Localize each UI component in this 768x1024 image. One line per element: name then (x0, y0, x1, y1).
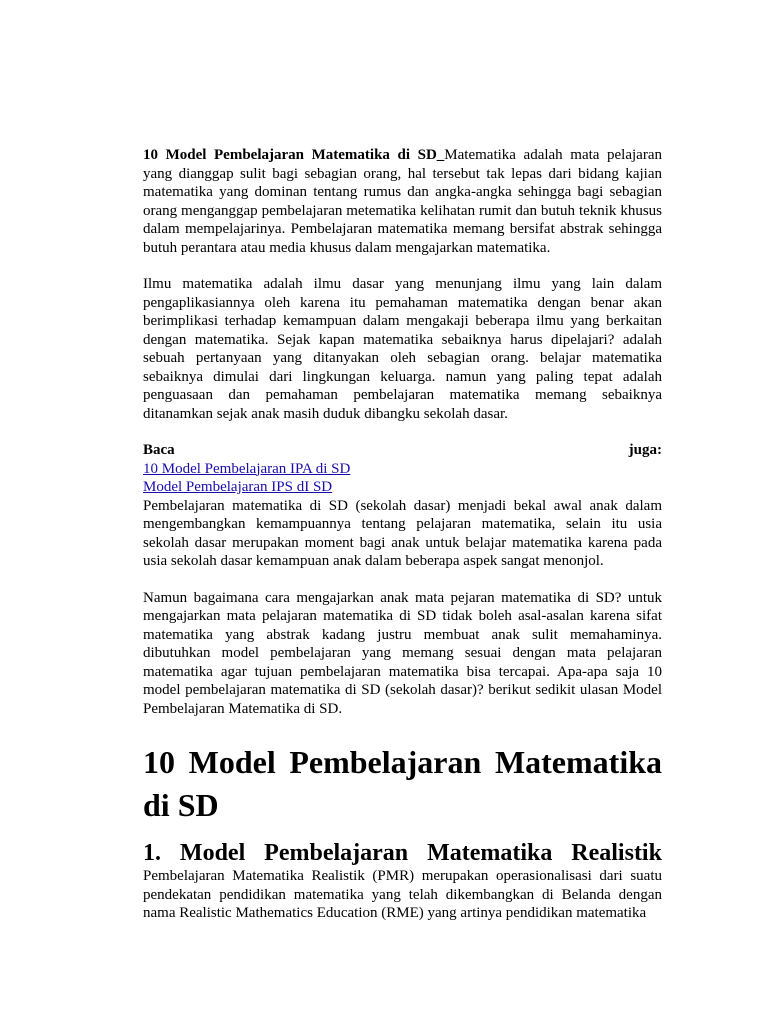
paragraph-4: Namun bagaimana cara mengajarkan anak mata pejaran matematika di SD? untuk mengajarkan mata pelajaran matematika di SD tidak boleh asal-asalan karena sifat matematika yang abstrak kadang justru membuat anak sulit memahaminya. dibutuhkan model pembelajaran yang memang sesuai dengan mata pelajaran matematika agar tujuan pembelajaran matematika bisa tercapai. Apa-apa saja 10 model pembelajaran matematika di SD (sekolah dasar)? berikut sedikit ulasan Model Pembelajaran Matematika di SD. (143, 589, 662, 717)
paragraph-2: Ilmu matematika adalah ilmu dasar yang menunjang ilmu yang lain dalam pengaplikasiannya oleh karena itu pemahaman matematika dengan benar akan berimplikasi terhadap kemampuan dalam mengakaji beberapa ilmu yang berkaitan dengan matematika. Sejak kapan matematika sebaiknya harus dipelajari? adalah sebuah pertanyaan yang ditanyakan oleh sebagian orang. belajar matematika sebaiknya dimulai dari lingkungan keluarga. namun yang paling tepat adalah penguasaan dan pemahaman pembelajaran matematika memang sebaiknya ditanamkan sejak anak masih duduk dibangku sekolah dasar. (143, 276, 662, 422)
paragraph-3: Pembelajaran matematika di SD (sekolah dasar) menjadi bekal awal anak dalam mengembangkan kemampuannya tentang pelajaran matematika, selain itu usia sekolah dasar merupakan moment bagi anak untuk belajar matematika karena pada usia sekolah dasar kemampuan anak dalam beberapa aspek sangat menonjol. (143, 497, 662, 569)
section-1-number: 1. (143, 840, 161, 866)
link-ipa-sd[interactable]: 10 Model Pembelajaran IPA di SD (143, 460, 351, 477)
section-1-word-realistik: Realistik (571, 840, 662, 866)
link-ips-sd[interactable]: Model Pembelajaran IPS dI SD (143, 479, 333, 495)
section-1-heading (143, 839, 662, 867)
baca-juga-block (143, 441, 662, 497)
section-1-word-pembelajaran: Pembelajaran (264, 840, 409, 866)
intro-paragraph (143, 146, 662, 257)
juga-word: juga: (628, 442, 662, 458)
intro-text: Matematika adalah mata pelajaran yang dianggap sulit bagi sebagian orang, hal tersebut tak lepas dari bidang kajian matematika yang dominan tentang rumus dan angka-angka sehingga bagi sebagian orang menganggap pembelajaran metematika kelihatan rumit dan butuh teknik khusus dalam mempelajarinya. Pembelajaran matematika memang bersifat abstrak sehingga butuh perantara atau media khusus dalam mengajarkan matematika. (143, 147, 662, 256)
section-1-word-model: Model (179, 840, 246, 866)
baca-word: Baca (143, 442, 175, 458)
baca-juga-label (143, 441, 662, 460)
document-page (143, 146, 662, 923)
main-heading: 10 Model Pembelajaran Matematika di SD (143, 744, 662, 823)
intro-title: 10 Model Pembelajaran Matematika di SD_ (143, 147, 445, 163)
section-1-paragraph: Pembelajaran Matematika Realistik (PMR) merupakan operasionalisasi dari suatu pendekatan pendidikan matematika yang telah dikembangkan di Belanda dengan nama Realistic Mathematics Education (RME) yang artinya pendidikan matematika (143, 868, 662, 921)
section-1-word-matematika: Matematika (427, 840, 553, 866)
